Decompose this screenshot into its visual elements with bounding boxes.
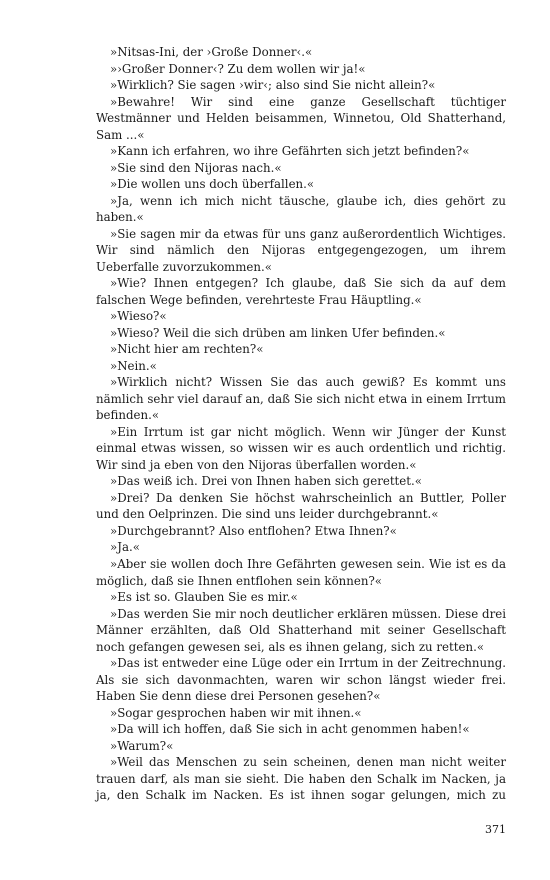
body-text — [96, 44, 506, 804]
paragraph: »›Großer Donner‹? Zu dem wollen wir ja!« — [110, 61, 366, 76]
paragraph: »Wie? Ihnen entgegen? Ich glaube, daß Sie sich da auf dem falschen Wege befinden, verehrteste Frau Häuptling.« — [96, 276, 506, 307]
paragraph: »Da will ich hoffen, daß Sie sich in acht genommen haben!« — [110, 722, 470, 737]
paragraph: »Nicht hier am rechten?« — [110, 342, 264, 357]
paragraph: »Das ist entweder eine Lüge oder ein Irrtum in der Zeitrechnung. Als sie sich davonmachten, waren wir schon längst wieder frei. Haben Sie denn diese drei Personen gesehen?« — [96, 656, 506, 704]
paragraph: »Durchgebrannt? Also entflohen? Etwa Ihnen?« — [110, 523, 397, 538]
paragraph: »Sogar gesprochen haben wir mit ihnen.« — [110, 705, 362, 720]
paragraph: »Drei? Da denken Sie höchst wahrscheinlich an Buttler, Poller und den Oelprinzen. Die sind uns leider durchgebrannt.« — [96, 490, 506, 522]
paragraph: »Sie sind den Nijoras nach.« — [110, 160, 282, 175]
paragraph: »Wieso? Weil die sich drüben am linken Ufer befinden.« — [110, 325, 446, 340]
paragraph: »Das werden Sie mir noch deutlicher erklären müssen. Diese drei Männer erzählten, daß Old Shatterhand mit seiner Gesellschaft noch gefangen gewesen sei, als es ihnen gelang, sich zu retten.« — [96, 606, 506, 654]
paragraph: »Aber sie wollen doch Ihre Gefährten gewesen sein. Wie ist es da möglich, daß sie Ihnen entflohen sein können?« — [96, 556, 506, 588]
paragraph: »Ein Irrtum ist gar nicht möglich. Wenn wir Jünger der Kunst einmal etwas wissen, so wissen wir es auch ordentlich und richtig. Wir sind ja eben von den Nijoras überfallen worden.« — [96, 424, 506, 472]
paragraph: »Sie sagen mir da etwas für uns ganz außerordentlich Wichtiges. Wir sind nämlich den Nijoras entgegengezogen, um ihrem Ueberfalle zuvorzukommen.« — [96, 226, 506, 274]
paragraph: »Wirklich? Sie sagen ›wir‹; also sind Sie nicht allein?« — [110, 78, 436, 93]
paragraph: »Nein.« — [110, 358, 157, 373]
paragraph: »Kann ich erfahren, wo ihre Gefährten sich jetzt befinden?« — [110, 144, 470, 159]
paragraph: »Die wollen uns doch überfallen.« — [110, 177, 315, 192]
page-number: 371 — [485, 823, 506, 836]
paragraph: »Warum?« — [110, 738, 174, 753]
paragraph: »Wieso?« — [110, 309, 167, 324]
paragraph: »Bewahre! Wir sind eine ganze Gesellschaft tüchtiger Westmänner und Helden beisammen, Winnetou, Old Shatterhand, Sam ...« — [96, 94, 506, 142]
paragraph: »Ja, wenn ich mich nicht täusche, glaube ich, dies gehört zu haben.« — [96, 193, 506, 225]
paragraph: »Wirklich nicht? Wissen Sie das auch gewiß? Es kommt uns nämlich sehr viel darauf an, daß Sie sich nicht etwa in einem Irrtum befinden.« — [96, 375, 506, 423]
paragraph: »Weil das Menschen zu sein scheinen, denen man nicht weiter trauen darf, als man sie sieht. Die haben den Schalk im Nacken, ja ja, den Schalk im Nacken. Es ist ihnen sogar gelungen, mich zu — [96, 755, 506, 803]
paragraph: »Nitsas-Ini, der ›Große Donner‹.« — [110, 45, 313, 59]
paragraph: »Das weiß ich. Drei von Ihnen haben sich gerettet.« — [110, 474, 422, 489]
paragraph: »Ja.« — [110, 540, 140, 555]
paragraph: »Es ist so. Glauben Sie es mir.« — [110, 590, 298, 605]
